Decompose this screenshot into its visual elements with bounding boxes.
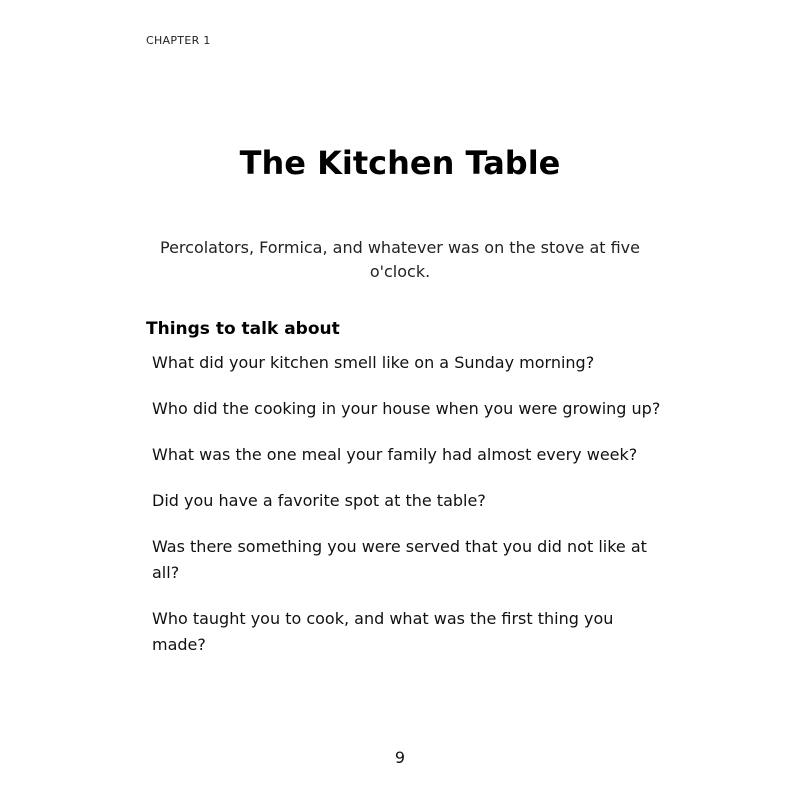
section-heading: Things to talk about bbox=[146, 319, 340, 339]
question-item: Was there something you were served that you did not like at all? bbox=[152, 537, 647, 582]
page-number: 9 bbox=[394, 748, 406, 767]
question-item: Who did the cooking in your house when you were growing up? bbox=[152, 399, 661, 418]
question-item: What did your kitchen smell like on a Sunday morning? bbox=[152, 353, 595, 372]
question-list bbox=[152, 350, 662, 678]
question-item: Did you have a favorite spot at the table? bbox=[152, 491, 486, 510]
question-item: Who taught you to cook, and what was the first thing you made? bbox=[152, 609, 614, 654]
chapter-label: CHAPTER 1 bbox=[146, 34, 211, 47]
chapter-title: The Kitchen Table bbox=[239, 144, 561, 182]
chapter-subtitle: Percolators, Formica, and whatever was on the stove at five o'clock. bbox=[160, 238, 640, 281]
question-item: What was the one meal your family had almost every week? bbox=[152, 445, 638, 464]
